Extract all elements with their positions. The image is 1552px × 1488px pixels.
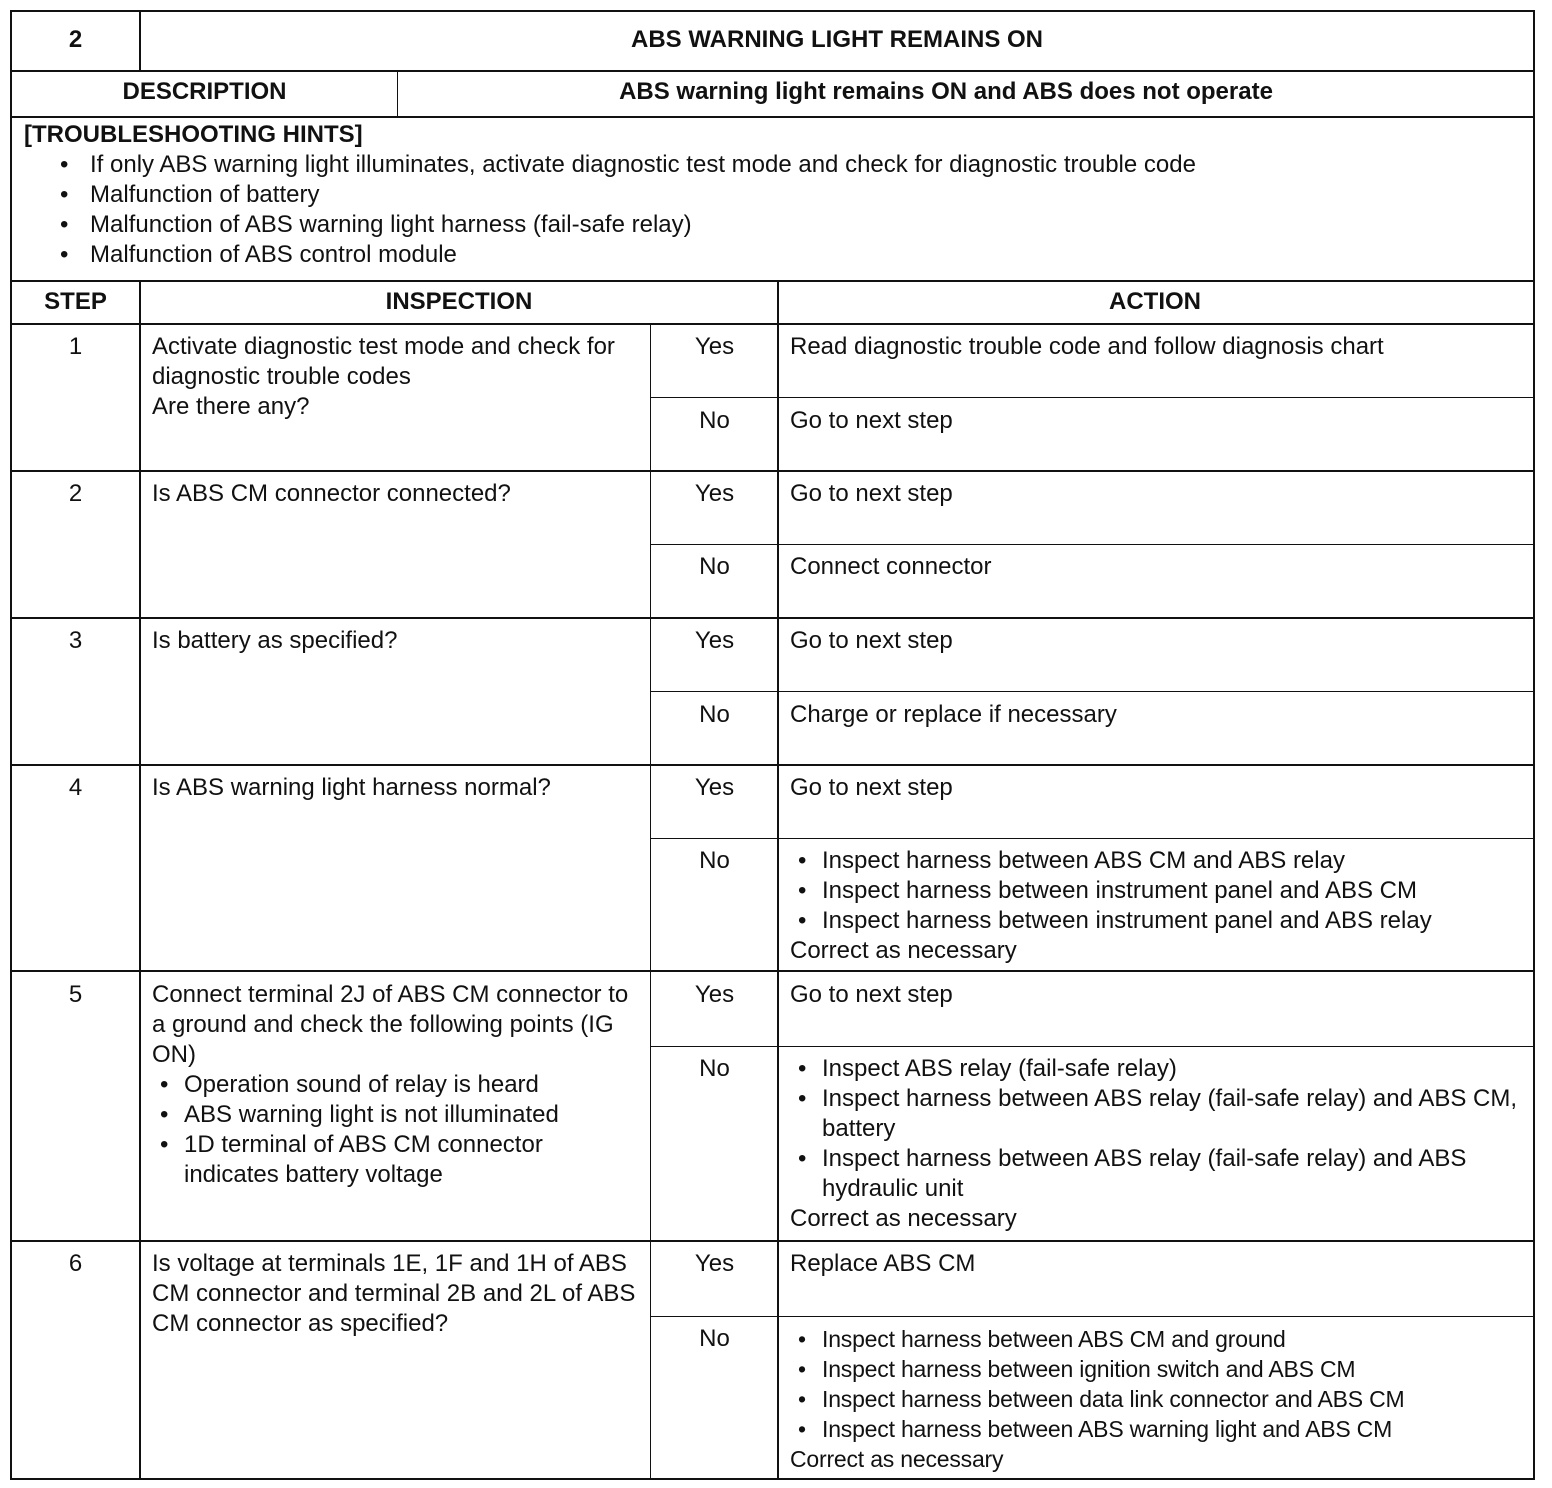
no-label: No [699,847,730,874]
step-inspection: Is voltage at terminals 1E, 1F and 1H of ABS CM connector and terminal 2B and 2L of ABS CM connector as specified? [152,1250,636,1337]
procedure-title: ABS WARNING LIGHT REMAINS ON [631,26,1043,53]
yes-action: Go to next step [790,774,953,801]
yes-label: Yes [694,333,735,360]
yes-action: Go to next step [790,480,953,507]
yes-label: Yes [694,627,735,654]
step-number: 6 [68,1250,83,1277]
action-bullet: • Inspect harness between ABS relay (fail-safe relay) and ABS CM, battery [790,1084,1523,1144]
action-bullet: • Inspect harness between ignition switch and ABS CM [790,1354,1529,1384]
action-bullet: • Inspect harness between ABS relay (fail-safe relay) and ABS hydraulic unit [790,1144,1523,1204]
hints-title: [TROUBLESHOOTING HINTS] [24,121,363,148]
action-bullet: • Inspect harness between ABS warning light and ABS CM [790,1414,1529,1444]
no-action: Connect connector [790,553,992,580]
hint-item: • Malfunction of ABS control module [24,240,1521,270]
step-inspection: Activate diagnostic test mode and check for diagnostic trouble codes Are there any? [152,333,615,420]
inspection-bullet: • 1D terminal of ABS CM connector indicates battery voltage [152,1130,642,1190]
inspection-text: Connect terminal 2J of ABS CM connector to a ground and check the following points (IG ON) [152,981,629,1068]
inspection-bullet: • Operation sound of relay is heard [152,1070,642,1100]
yes-label: Yes [694,981,735,1008]
no-action [790,1054,1523,1234]
description-label: DESCRIPTION [122,78,287,105]
step-number: 3 [68,627,83,654]
yes-label: Yes [694,1250,735,1277]
no-label: No [699,407,730,434]
hint-item: • If only ABS warning light illuminates, activate diagnostic test mode and check for diagnostic trouble code [24,150,1521,180]
action-bullet: • Inspect harness between data link connector and ABS CM [790,1384,1529,1414]
troubleshooting-hints [24,120,1521,270]
inspection-bullet: • ABS warning light is not illuminated [152,1100,642,1130]
no-label: No [699,701,730,728]
yes-action: Read diagnostic trouble code and follow diagnosis chart [790,333,1384,360]
no-action: Charge or replace if necessary [790,701,1117,728]
no-label: No [699,1055,730,1082]
step-inspection [152,980,642,1190]
hint-item: • Malfunction of battery [24,180,1521,210]
action-bullet: • Inspect ABS relay (fail-safe relay) [790,1054,1523,1084]
action-bullet: • Inspect harness between ABS CM and ABS relay [790,846,1525,876]
yes-action: Replace ABS CM [790,1250,976,1277]
yes-label: Yes [694,774,735,801]
step-inspection: Is ABS CM connector connected? [152,480,511,507]
action-footer: Correct as necessary [790,937,1017,964]
column-inspection: INSPECTION [385,288,533,315]
action-footer: Correct as necessary [790,1446,1004,1472]
hint-item: • Malfunction of ABS warning light harness (fail-safe relay) [24,210,1521,240]
yes-label: Yes [694,480,735,507]
no-action [790,1324,1529,1474]
column-step: STEP [44,288,107,315]
hints-list [24,150,1521,270]
action-bullet: • Inspect harness between instrument panel and ABS relay [790,906,1525,936]
step-number: 2 [68,480,83,507]
step-number: 5 [68,981,83,1008]
no-action: Go to next step [790,407,953,434]
no-label: No [699,1325,730,1352]
step-inspection: Is battery as specified? [152,627,398,654]
no-label: No [699,553,730,580]
yes-action: Go to next step [790,627,953,654]
troubleshooting-table [10,10,1535,1480]
action-footer: Correct as necessary [790,1205,1017,1232]
procedure-number: 2 [68,26,83,53]
step-number: 1 [68,333,83,360]
step-number: 4 [68,774,83,801]
action-bullet: • Inspect harness between ABS CM and ground [790,1324,1529,1354]
description-text: ABS warning light remains ON and ABS does not operate [619,78,1273,105]
no-action [790,846,1525,966]
yes-action: Go to next step [790,981,953,1008]
column-action: ACTION [1109,288,1201,315]
step-inspection: Is ABS warning light harness normal? [152,774,551,801]
action-bullet: • Inspect harness between instrument panel and ABS CM [790,876,1525,906]
